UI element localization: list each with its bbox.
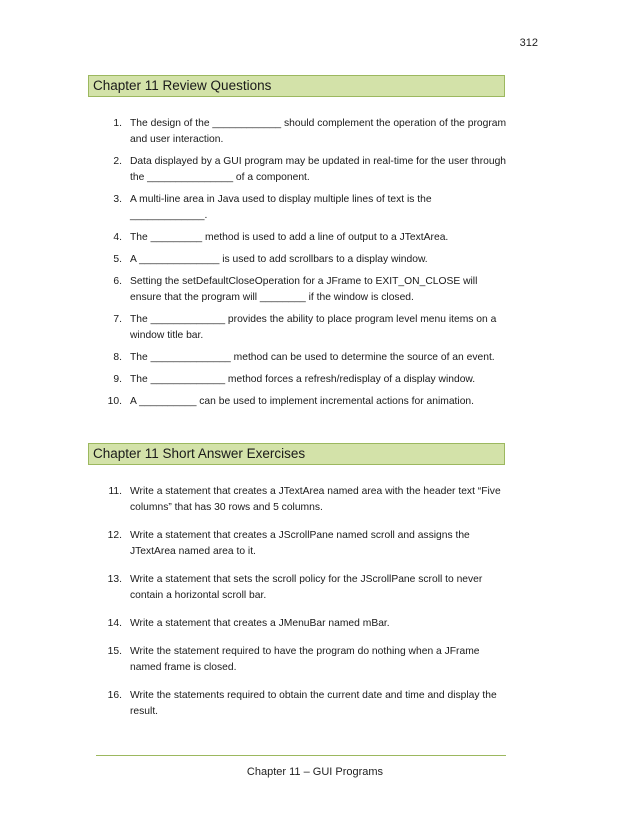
question-number: 6. bbox=[113, 276, 122, 287]
short-answer-title: Chapter 11 Short Answer Exercises bbox=[93, 446, 306, 461]
question-text: The ______________ method can be used to determine the source of an event. bbox=[130, 352, 495, 363]
question-number: 7. bbox=[113, 314, 122, 325]
question-text: Setting the setDefaultCloseOperation for a JFrame to EXIT_ON_CLOSE will ensure that the program will ________ if the window is closed. bbox=[130, 276, 478, 303]
question-number: 15. bbox=[107, 646, 122, 657]
question-text: Data displayed by a GUI program may be updated in real-time for the user through the _______________ of a component. bbox=[130, 156, 507, 183]
list-item bbox=[100, 116, 510, 148]
short-answer-list bbox=[100, 484, 510, 732]
question-text: Write the statements required to obtain the current date and time and display the result. bbox=[130, 690, 497, 717]
short-answer-header bbox=[88, 443, 505, 465]
question-text: A __________ can be used to implement incremental actions for animation. bbox=[130, 396, 475, 407]
list-item bbox=[100, 616, 510, 632]
question-text: The _____________ provides the ability to place program level menu items on a window title bar. bbox=[130, 314, 497, 341]
question-number: 2. bbox=[113, 156, 122, 167]
review-questions-header bbox=[88, 75, 505, 97]
list-item bbox=[100, 312, 510, 344]
list-item bbox=[100, 394, 510, 410]
question-text: Write a statement that creates a JTextArea named area with the header text “Five columns” that has 30 rows and 5 columns. bbox=[130, 486, 501, 513]
question-text: Write a statement that creates a JScrollPane named scroll and assigns the JTextArea named area to it. bbox=[130, 530, 470, 557]
question-number: 9. bbox=[113, 374, 122, 385]
question-number: 16. bbox=[107, 690, 122, 701]
question-text: The _____________ method forces a refresh/redisplay of a display window. bbox=[130, 374, 476, 385]
list-item bbox=[100, 484, 510, 516]
question-text: Write the statement required to have the program do nothing when a JFrame named frame is closed. bbox=[130, 646, 480, 673]
list-item bbox=[100, 350, 510, 366]
question-text: The design of the ____________ should complement the operation of the program and user interaction. bbox=[130, 118, 507, 145]
question-text: The _________ method is used to add a line of output to a JTextArea. bbox=[130, 232, 449, 243]
question-number: 11. bbox=[108, 486, 122, 497]
list-item bbox=[100, 644, 510, 676]
question-number: 12. bbox=[107, 530, 122, 541]
page-number: 312 bbox=[519, 37, 538, 49]
question-number: 10. bbox=[107, 396, 122, 407]
question-number: 13. bbox=[107, 574, 122, 585]
list-item bbox=[100, 274, 510, 306]
footer-divider bbox=[96, 755, 506, 756]
question-number: 8. bbox=[113, 352, 122, 363]
question-text: Write a statement that creates a JMenuBar named mBar. bbox=[130, 618, 390, 629]
review-questions-list bbox=[100, 116, 510, 416]
question-number: 4. bbox=[113, 232, 122, 243]
question-number: 3. bbox=[113, 194, 122, 205]
list-item bbox=[100, 252, 510, 268]
footer-text: Chapter 11 – GUI Programs bbox=[246, 766, 384, 778]
list-item bbox=[100, 688, 510, 720]
review-questions-title: Chapter 11 Review Questions bbox=[93, 78, 272, 93]
question-text: Write a statement that sets the scroll policy for the JScrollPane scroll to never contain a horizontal scroll bar. bbox=[130, 574, 483, 601]
question-number: 1. bbox=[113, 118, 122, 129]
list-item bbox=[100, 230, 510, 246]
list-item bbox=[100, 528, 510, 560]
question-number: 14. bbox=[107, 618, 122, 629]
list-item bbox=[100, 572, 510, 604]
question-text: A ______________ is used to add scrollbars to a display window. bbox=[130, 254, 428, 265]
list-item bbox=[100, 372, 510, 388]
list-item bbox=[100, 154, 510, 186]
question-number: 5. bbox=[113, 254, 122, 265]
list-item bbox=[100, 192, 510, 224]
question-text: A multi-line area in Java used to display multiple lines of text is the _____________. bbox=[130, 194, 432, 221]
